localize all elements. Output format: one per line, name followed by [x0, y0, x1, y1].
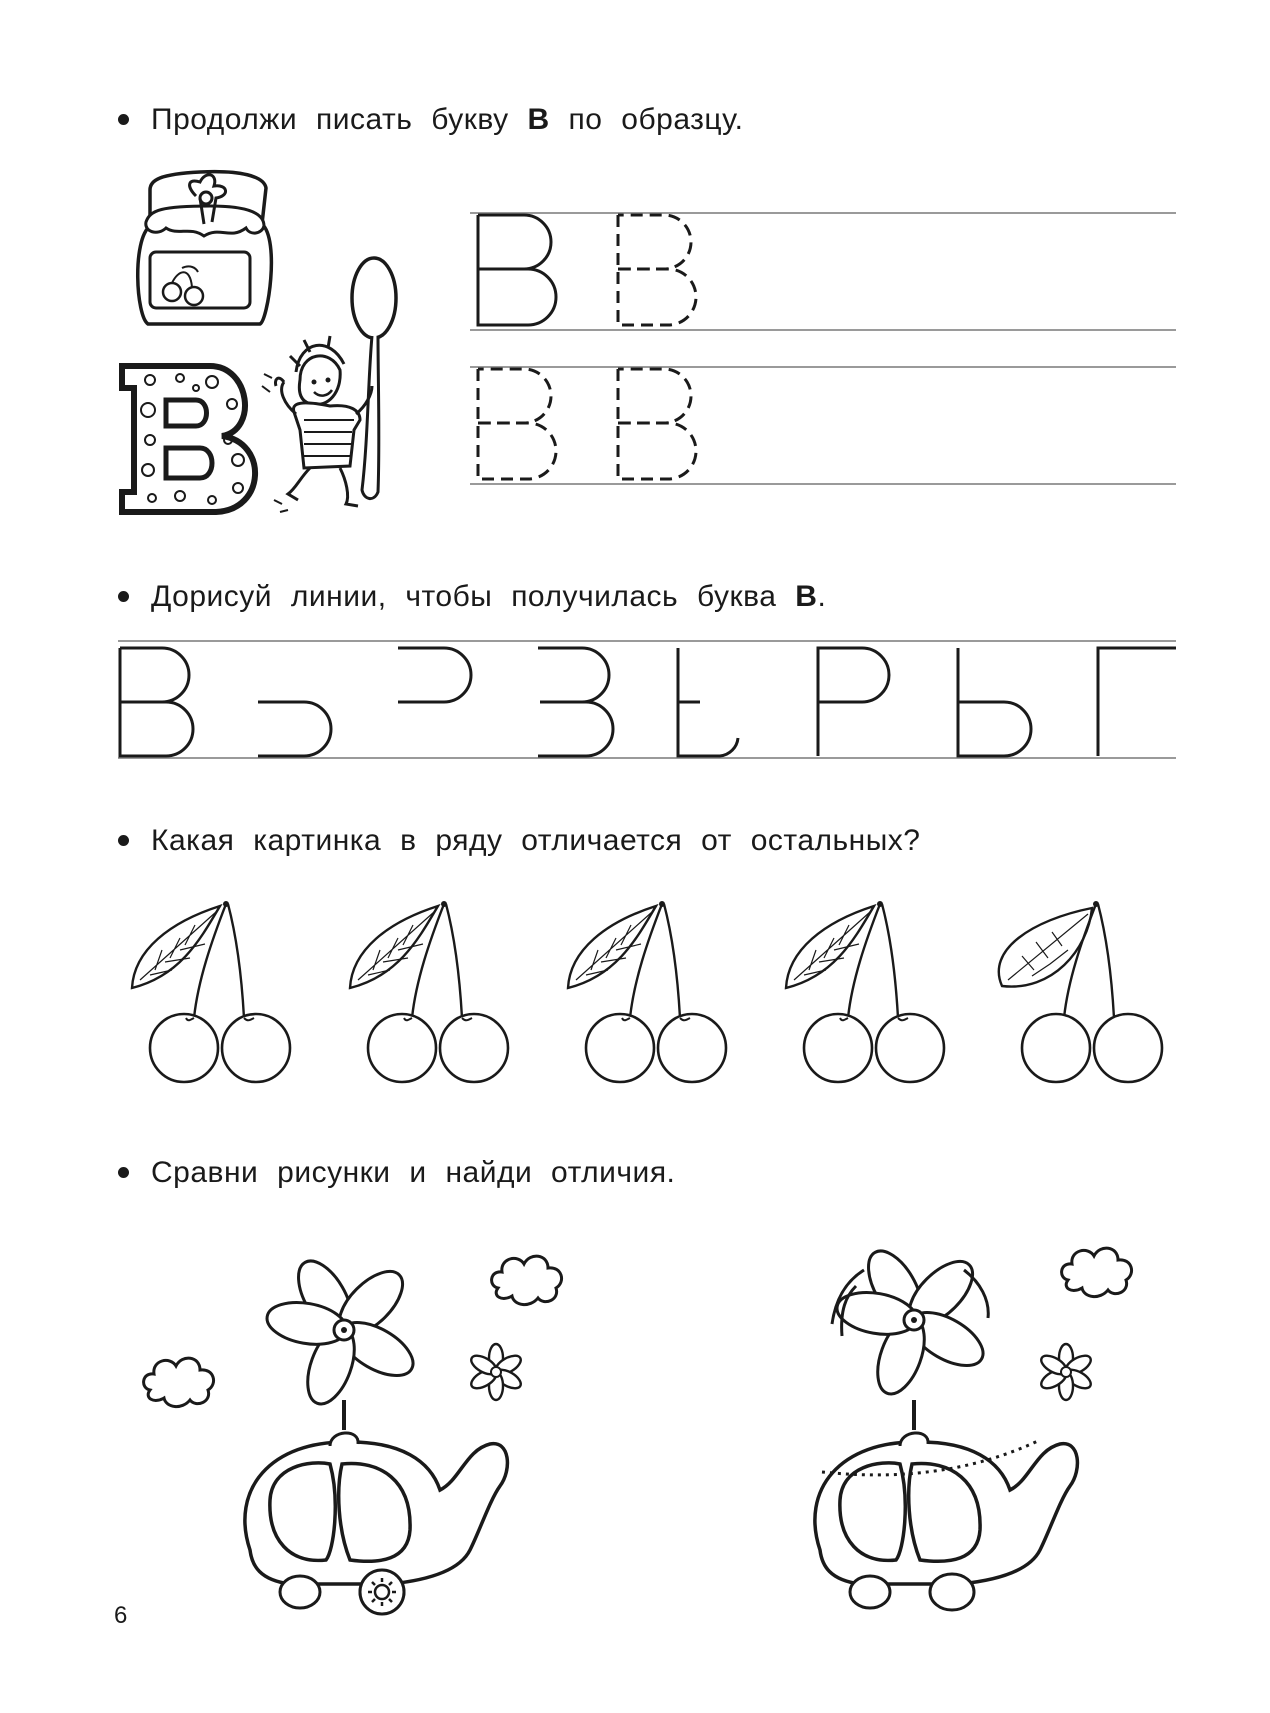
cloud-icon	[492, 1256, 562, 1304]
letter-completion-guide-lines	[118, 641, 1176, 758]
partial-letter-full	[120, 648, 193, 756]
sample-letter-v	[478, 215, 556, 325]
partial-letter-p	[818, 648, 889, 756]
task-2-instruction: Дорисуй линии, чтобы получилась буква В.	[118, 580, 826, 614]
cherry-row	[132, 901, 1162, 1082]
partial-letter-upper-bowl	[398, 648, 471, 702]
writing-guide-lines	[470, 213, 1176, 484]
boy-with-spoon-illustration	[262, 258, 396, 512]
cherry-icon	[132, 901, 290, 1082]
partial-letter-lower-bowl	[258, 702, 331, 756]
task-4-instruction: Сравни рисунки и найди отличия.	[118, 1156, 675, 1190]
dashed-letter-v	[478, 215, 696, 479]
jam-jar-illustration	[138, 172, 272, 324]
helicopter-illustration	[815, 1400, 1078, 1610]
task-3-instruction: Какая картинка в ряду отличается от остальных?	[118, 824, 920, 858]
partial-letter-soft-sign	[958, 648, 1031, 756]
page-number: 6	[114, 1602, 128, 1629]
task-1-instruction: Продолжи писать букву В по образцу.	[118, 103, 743, 137]
main-rotor	[264, 1252, 422, 1410]
cloud-icon	[144, 1358, 214, 1406]
helicopter-left	[144, 1252, 562, 1614]
decorated-letter-v	[122, 366, 255, 512]
helicopter-right	[815, 1242, 1132, 1610]
partial-letter-stem-small-bowl	[678, 648, 738, 756]
cloud-icon	[1062, 1248, 1132, 1296]
tail-rotor	[468, 1344, 523, 1400]
cherry-icon	[568, 901, 726, 1082]
partial-letters-row	[120, 648, 1176, 756]
cherry-icon-different	[999, 901, 1162, 1082]
cherry-icon	[350, 901, 508, 1082]
partial-letter-both-bowls	[538, 648, 613, 756]
cherry-icon	[786, 901, 944, 1082]
partial-letter-g	[1098, 648, 1176, 756]
main-rotor	[834, 1242, 992, 1400]
wheel-gear-icon	[360, 1570, 404, 1614]
tail-rotor	[1038, 1344, 1093, 1400]
